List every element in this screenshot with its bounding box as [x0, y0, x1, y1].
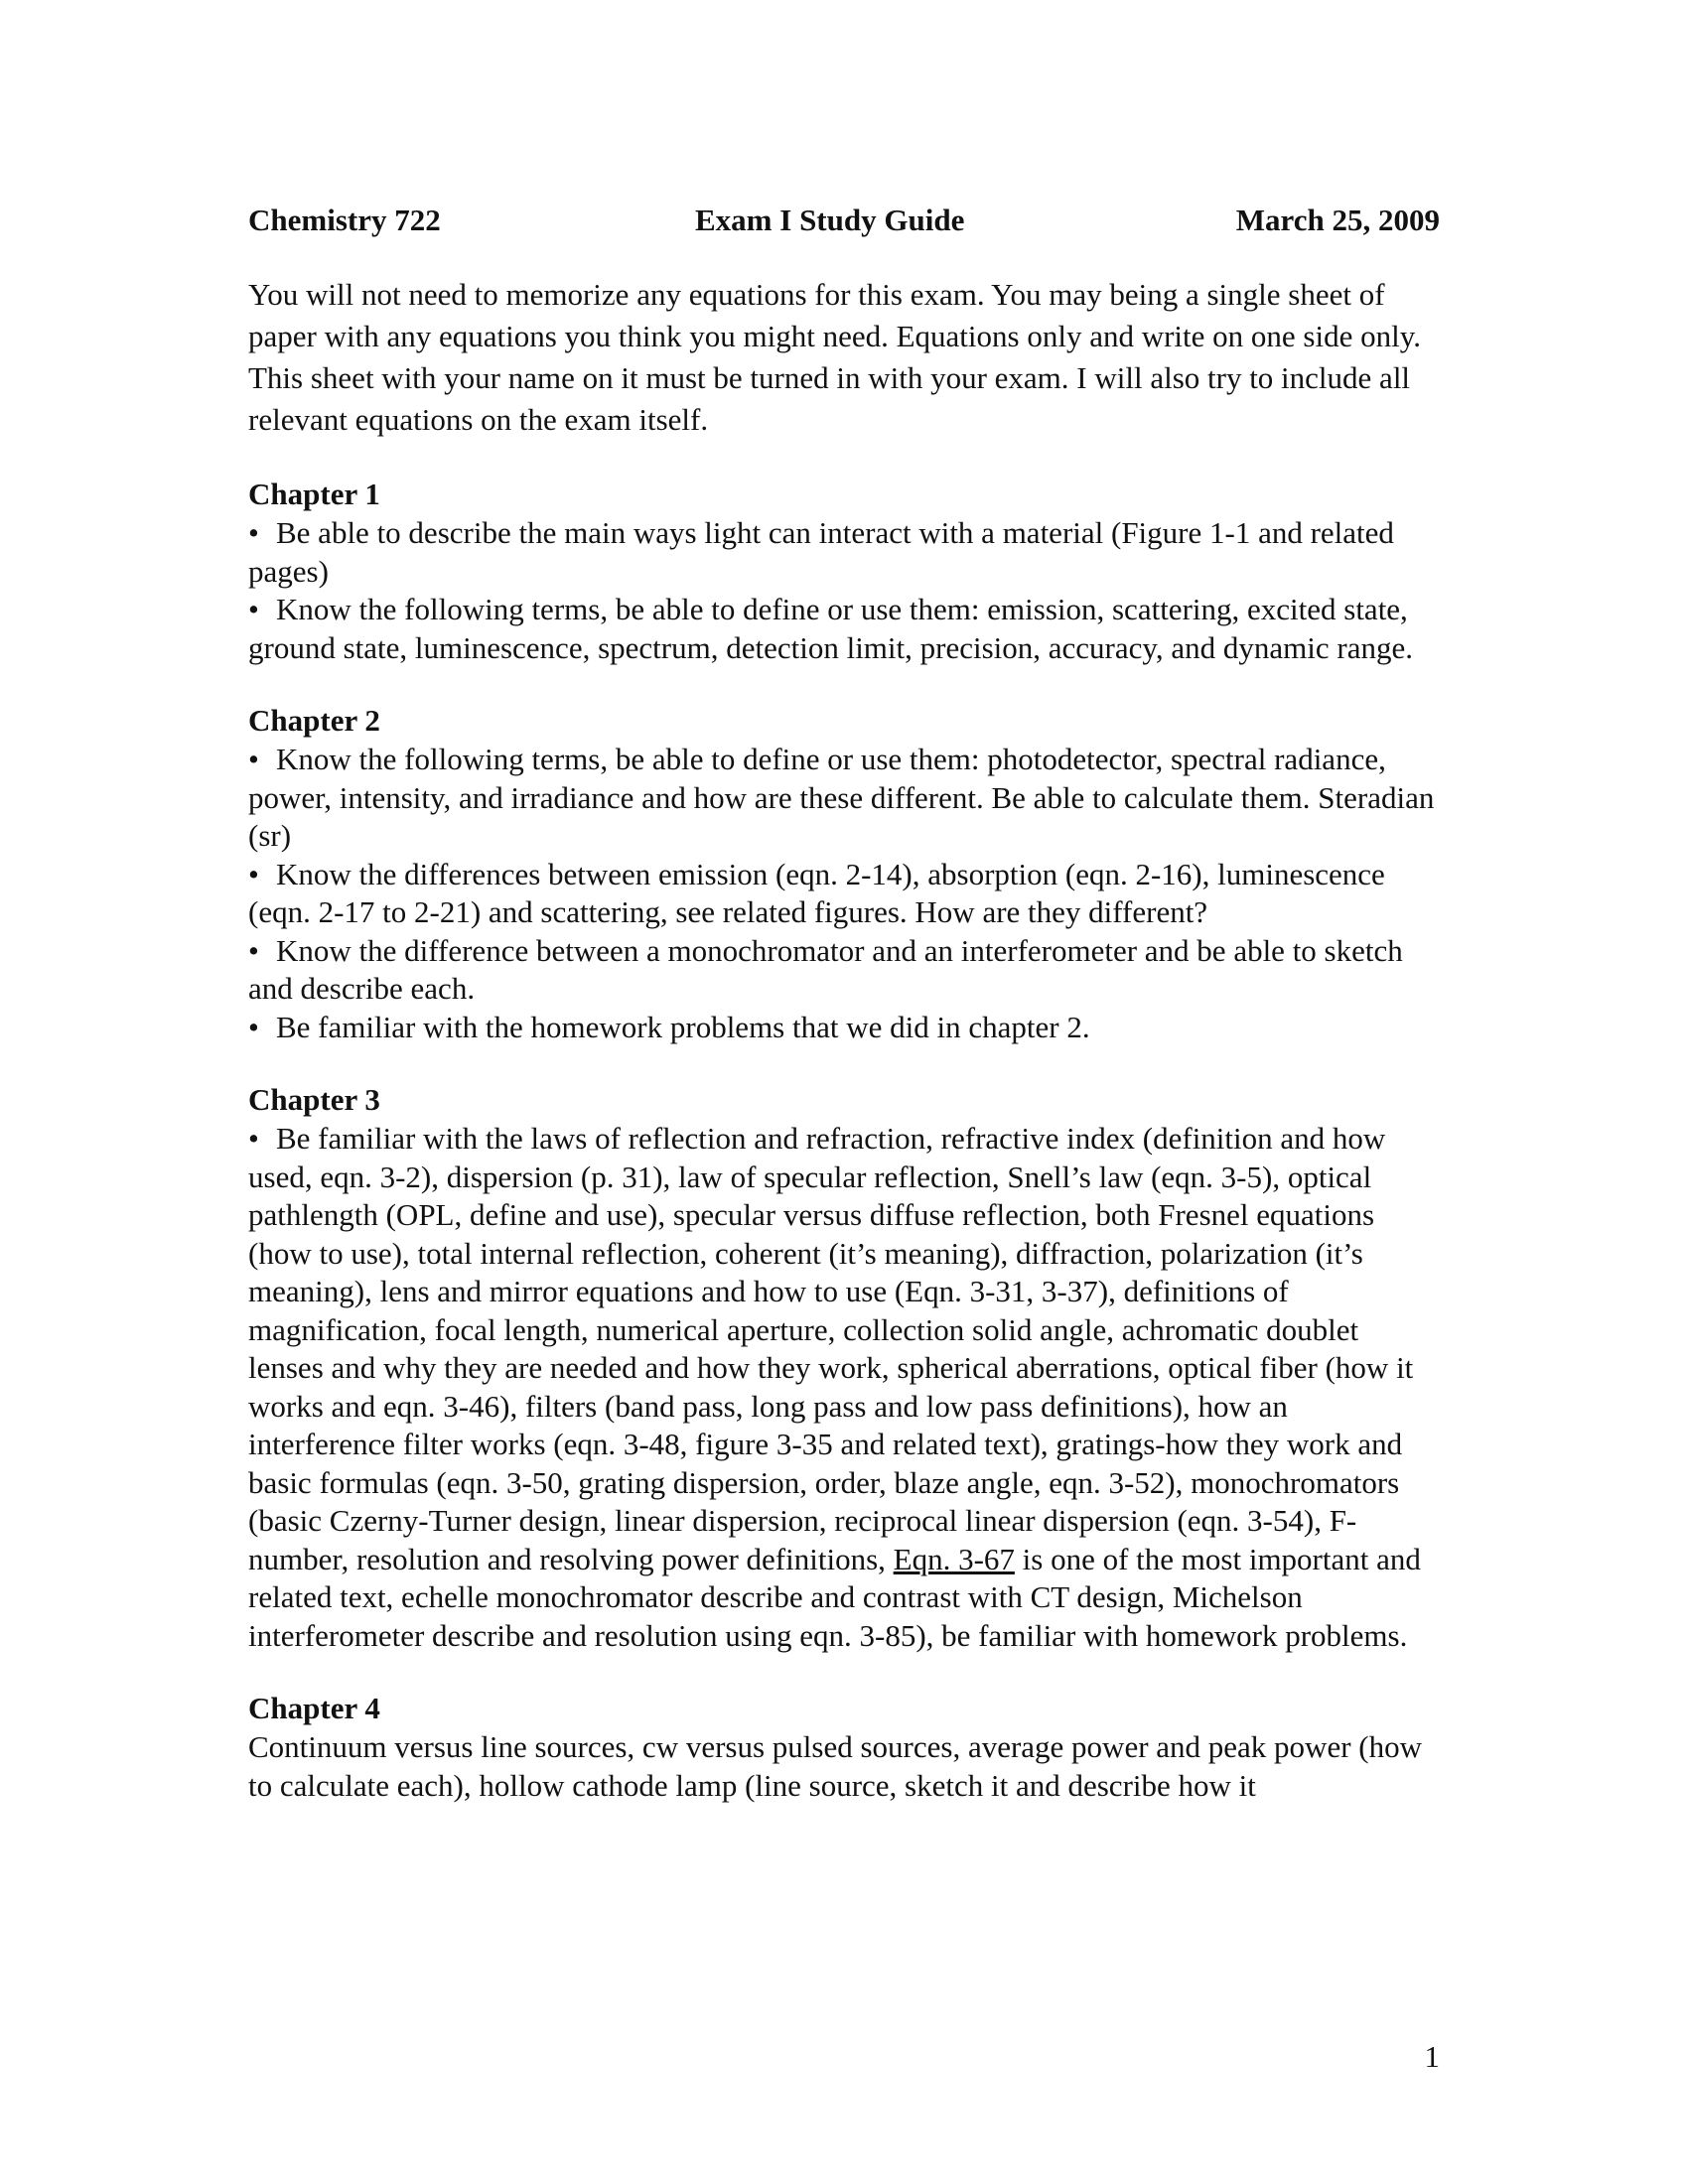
chapter-2-bullet — [248, 1009, 1440, 1047]
chapter-2-title: Chapter 2 — [248, 703, 380, 738]
equation-reference-link: Eqn. 3-67 — [893, 1541, 1015, 1576]
bullet-icon: • — [248, 856, 259, 891]
bullet-text: Know the following terms, be able to define or use them: emission, scattering, excited state, ground state, luminescence, spectrum, detection limit, precision, accuracy, and dynamic range. — [248, 592, 1413, 665]
chapter-1-bullet — [248, 591, 1440, 667]
intro-paragraph: You will not need to memorize any equations for this exam. You may being a single sheet of paper with any equations you think you might need. Equations only and write on one side only. This sheet with your name on it must be turned in with your exam. I will also try to include all relevant equations on the exam itself. — [248, 277, 1421, 437]
chapter-3-section — [248, 1080, 1440, 1655]
document-date: March 25, 2009 — [1235, 203, 1440, 237]
page-content — [248, 197, 1440, 1839]
bullet-text: Know the difference between a monochromator and an interferometer and be able to sketch and describe each. — [248, 932, 1403, 1006]
bullet-icon: • — [248, 932, 259, 968]
chapter-4-text: Continuum versus line sources, cw versus pulsed sources, average power and peak power (how to calculate each), hollow cathode lamp (line source, sketch it and describe how it — [248, 1729, 1422, 1803]
chapter-2-bullet — [248, 741, 1440, 856]
bullet-text: Know the following terms, be able to define or use them: photodetector, spectral radiance, power, intensity, and irradiance and how are these different. Be able to calculate them. Steradian (sr) — [248, 742, 1435, 853]
bullet-text: Know the differences between emission (eqn. 2-14), absorption (eqn. 2-16), luminescence (eqn. 2-17 to 2-21) and scattering, see related figures. How are they different? — [248, 856, 1385, 929]
chapter-2-section — [248, 701, 1440, 1046]
chapter-2-bullet — [248, 856, 1440, 932]
bullet-icon: • — [248, 515, 259, 550]
chapter-3-title: Chapter 3 — [248, 1082, 380, 1117]
document-title: Exam I Study Guide — [695, 203, 965, 237]
document-header — [248, 197, 1440, 244]
bullet-icon: • — [248, 742, 259, 776]
chapter-1-title: Chapter 1 — [248, 477, 380, 511]
bullet-icon: • — [248, 1121, 259, 1156]
chapter-4-section — [248, 1689, 1440, 1805]
course-title: Chemistry 722 — [248, 203, 441, 237]
chapter-3-bullet — [248, 1120, 1440, 1655]
chapter-1-section — [248, 475, 1440, 667]
bullet-text-part-1: Be familiar with the laws of reflection and refraction, refractive index (definition and how used, eqn. 3-2), dispersion (p. 31), law of specular reflection, Snell’s law (eqn. 3-5), optical pathlength (OPL, define and use), specular versus diffuse reflection, both Fresnel equations (how to use), total internal reflection, coherent (it’s meaning), diffraction, polarization (it’s meaning), lens and mirror equations and how to use (Eqn. 3-31, 3-37), definitions of magnification, focal length, numerical aperture, collection solid angle, achromatic doublet lenses and why they are needed and how they work, spherical aberrations, optical fiber (how it works and eqn. 3-46), filters (band pass, long pass and low pass definitions), how an interference filter works (eqn. 3-48, figure 3-35 and related text), gratings-how they work and basic formulas (eqn. 3-50, grating dispersion, order, blaze angle, eqn. 3-52), monochromators (basic Czerny-Turner design, linear dispersion, reciprocal linear dispersion (eqn. 3-54), F-number, resolution and resolving power definitions, — [248, 1121, 1414, 1576]
bullet-text: Be able to describe the main ways light can interact with a material (Figure 1-1 and related pages) — [248, 515, 1394, 589]
bullet-icon: • — [248, 1009, 259, 1044]
bullet-icon: • — [248, 592, 259, 626]
bullet-text: Be familiar with the homework problems that we did in chapter 2. — [276, 1009, 1090, 1044]
chapter-2-bullet — [248, 932, 1440, 1009]
page-number: 1 — [1424, 2039, 1440, 2074]
chapter-1-bullet — [248, 514, 1440, 591]
bullet-text-part-2: is one of the most important and related text, echelle monochromator describe and contrast with CT design, Michelson interferometer describe and resolution using eqn. 3-85), be familiar with homework problems. — [248, 1541, 1421, 1653]
chapter-4-title: Chapter 4 — [248, 1691, 380, 1725]
